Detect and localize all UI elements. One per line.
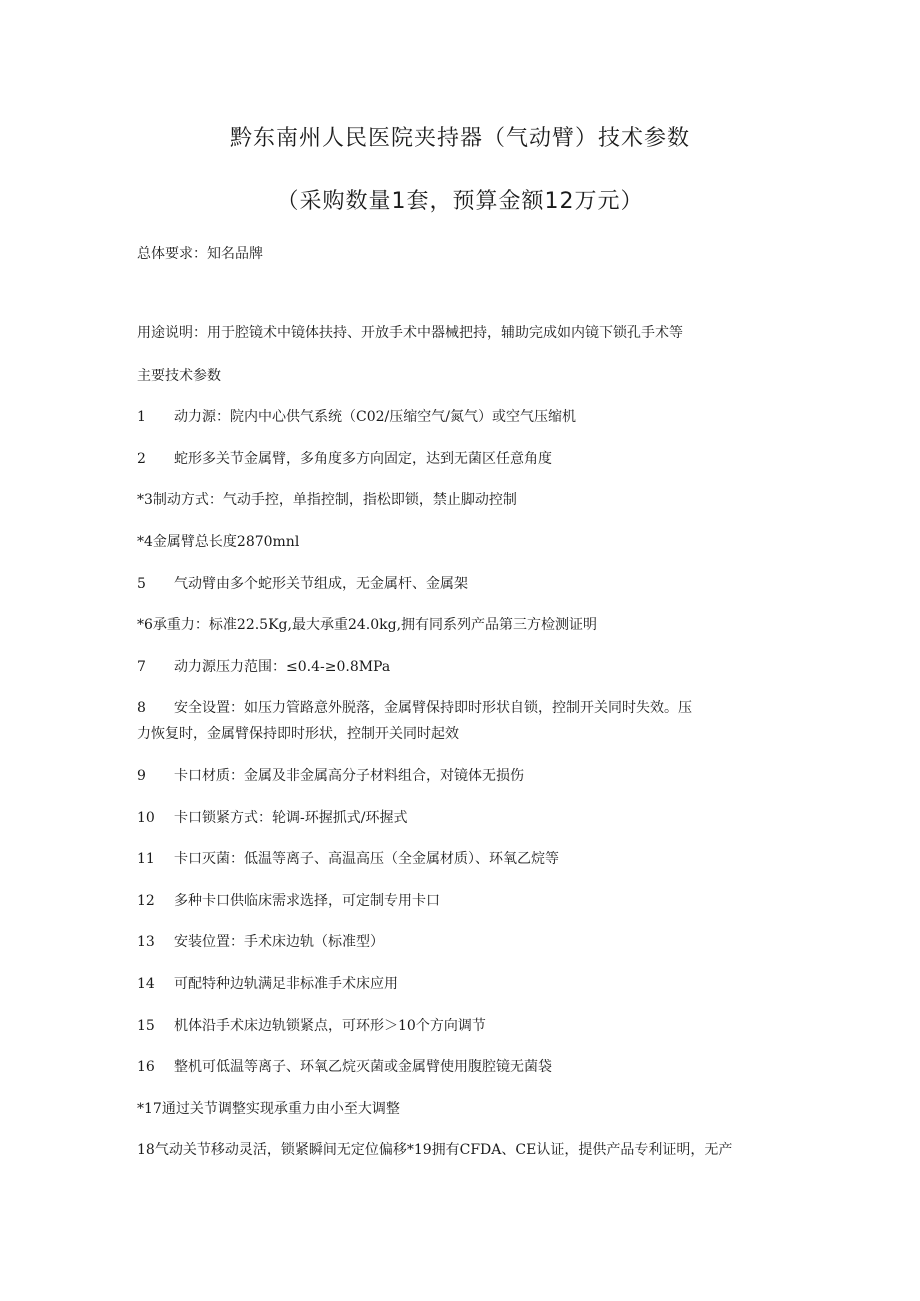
param-number: 15 — [137, 1018, 155, 1034]
param-text: *6承重力：标准22.5Kg,最大承重24.0kg,拥有同系列产品第三方检测证明 — [137, 617, 598, 633]
param-item — [137, 616, 597, 634]
param-text: 蛇形多关节金属臂，多角度多方向固定，达到无菌区任意角度 — [174, 451, 552, 467]
param-number: 2 — [137, 451, 146, 467]
param-number: 12 — [137, 893, 155, 909]
general-requirement: 总体要求：知名品牌 — [137, 246, 263, 262]
param-item — [137, 933, 384, 951]
param-text: 卡口材质：金属及非金属高分子材料组合，对镜体无损伤 — [174, 768, 524, 784]
param-number: 11 — [137, 851, 155, 867]
param-text: 动力源：院内中心供气系统（C02/压缩空气/氮气）或空气压缩机 — [174, 409, 576, 425]
document-title: 黔东南州人民医院夹持器（气动臂）技术参数 — [229, 126, 690, 151]
param-text: 安装位置：手术床边轨（标准型） — [174, 934, 384, 950]
param-number: 14 — [137, 976, 155, 992]
param-item — [137, 408, 576, 426]
param-text: 动力源压力范围：≤0.4-≥0.8MPa — [174, 659, 391, 675]
main-params-heading: 主要技术参数 — [137, 368, 221, 384]
document-subtitle: （采购数量1套，预算金额12万元） — [276, 189, 644, 214]
param-number: 13 — [137, 934, 155, 950]
param-item — [137, 767, 524, 785]
param-item — [137, 658, 390, 676]
param-item — [137, 1100, 400, 1118]
param-item — [137, 892, 440, 910]
param-item — [137, 533, 299, 551]
param-number: 16 — [137, 1059, 155, 1075]
param-number: 9 — [137, 768, 146, 784]
param-number: 8 — [137, 700, 146, 716]
usage-description: 用途说明：用于腔镜术中镜体扶持、开放手术中器械把持，辅助完成如内镜下锁孔手术等 — [137, 325, 683, 341]
param-text: 多种卡口供临床需求选择，可定制专用卡口 — [174, 893, 440, 909]
param-text: 机体沿手术床边轨锁紧点，可环形＞10个方向调节 — [174, 1018, 486, 1034]
param-text: 18气动关节移动灵活，锁紧瞬间无定位偏移*19拥有CFDA、CE认证，提供产品专利证明，无产 — [137, 1142, 733, 1158]
param-number: 7 — [137, 659, 146, 675]
param-text: *3制动方式：气动手控，单指控制，指松即锁，禁止脚动控制 — [137, 492, 517, 508]
param-item — [137, 975, 398, 993]
param-item — [137, 1141, 732, 1159]
param-item — [137, 850, 559, 868]
param-item — [137, 450, 552, 468]
param-item — [137, 575, 468, 593]
param-text: 整机可低温等离子、环氧乙烷灭菌或金属臂使用腹腔镜无菌袋 — [174, 1059, 552, 1075]
param-item-continuation: 力恢复时，金属臂保持即时形状，控制开关同时起效 — [137, 726, 459, 742]
param-item — [137, 1058, 552, 1076]
param-item — [137, 1017, 486, 1035]
param-text: 卡口锁紧方式：轮调-环握抓式/环握式 — [174, 810, 408, 826]
param-number: 10 — [137, 810, 155, 826]
param-number: 5 — [137, 576, 146, 592]
param-text: 卡口灭菌：低温等离子、高温高压（全金属材质）、环氧乙烷等 — [174, 851, 559, 867]
param-text: *4金属臂总长度2870mnl — [137, 534, 300, 550]
param-number: 1 — [137, 409, 146, 425]
param-text: 可配特种边轨满足非标准手术床应用 — [174, 976, 398, 992]
param-text: *17通过关节调整实现承重力由小至大调整 — [137, 1101, 400, 1117]
param-item — [137, 491, 517, 509]
param-item — [137, 809, 407, 827]
param-item — [137, 699, 692, 717]
param-text: 气动臂由多个蛇形关节组成，无金属杆、金属架 — [174, 576, 468, 592]
param-text: 安全设置：如压力管路意外脱落，金属臂保持即时形状自锁，控制开关同时失效。压 — [174, 700, 692, 716]
